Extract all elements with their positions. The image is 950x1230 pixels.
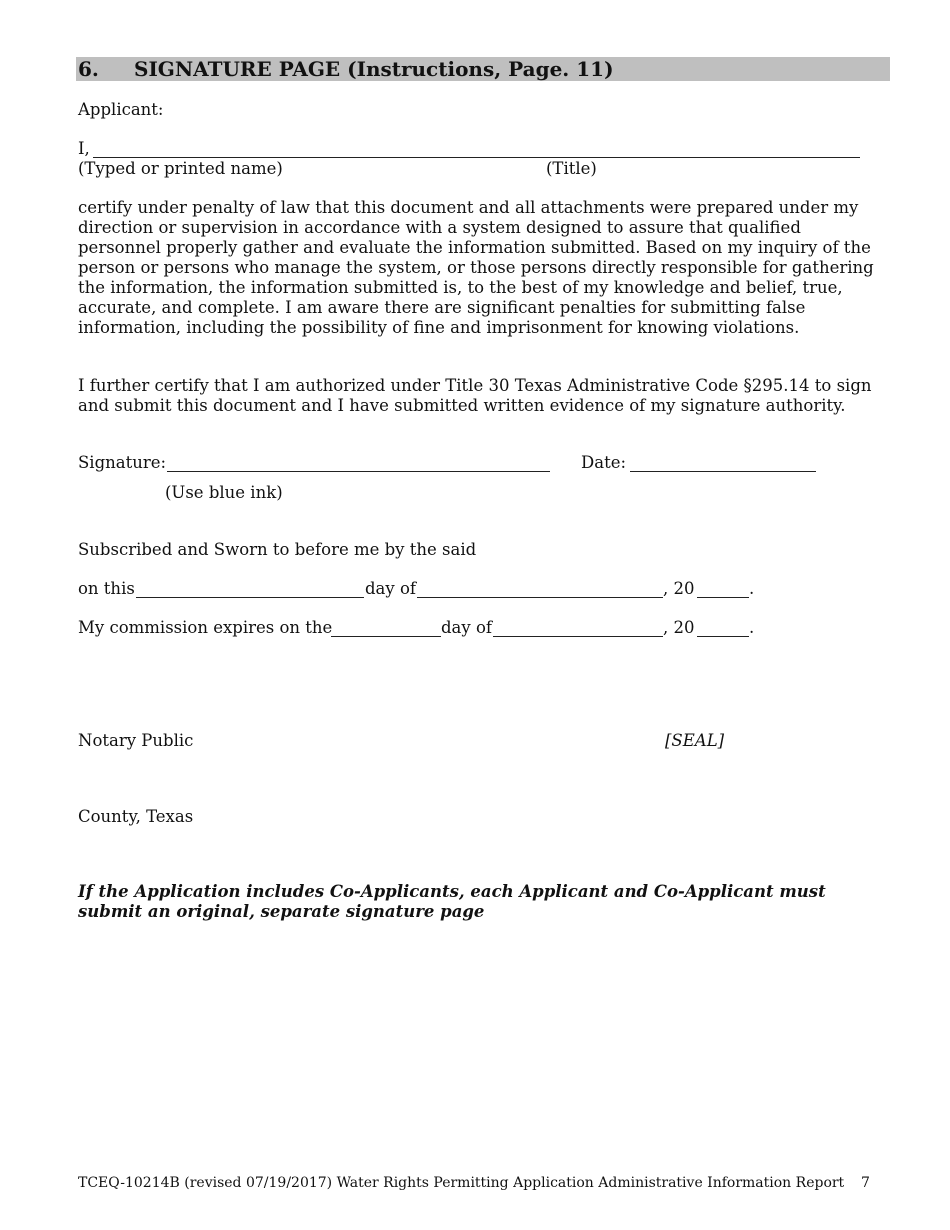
commission-day-of-label: day of [441, 618, 493, 637]
day-of-label: day of [365, 579, 417, 598]
applicant-label: Applicant: [78, 100, 164, 119]
sworn-day-field[interactable] [136, 597, 364, 598]
seal-label: [SEAL] [665, 731, 725, 750]
subscribed-sworn-text: Subscribed and Sworn to before me by the said [78, 540, 477, 559]
name-prefix: I, [78, 139, 90, 158]
footer-form-id: TCEQ-10214B (revised 07/19/2017) Water Rights Permitting Application Administrative Information Report [78, 1175, 845, 1191]
year-prefix: , 20 [663, 579, 695, 598]
section-number: 6. [78, 57, 99, 81]
section-title: SIGNATURE PAGE (Instructions, Page. 11) [134, 57, 614, 81]
commission-year-period: . [749, 618, 755, 637]
certify-paragraph: certify under penalty of law that this document and all attachments were prepared under my direction or supervision in accordance with a system designed to assure that qualified personnel properly gather and evaluate the information submitted. Based on my inquiry of the person or persons who manage the system, or those persons directly responsible for gathering the information, the information submitted is, to the best of my knowledge and belief, true, accurate, and complete. I am aware there are significant penalties for submitting false information, including the possibility of fine and imprisonment for knowing violations. [78, 198, 874, 337]
signature-label: Signature: [78, 453, 167, 472]
commission-day-field[interactable] [331, 636, 441, 637]
signature-field[interactable] [167, 471, 550, 472]
name-caption: (Typed or printed name) [78, 159, 283, 178]
commission-year-field[interactable] [697, 636, 749, 637]
date-field[interactable] [630, 471, 816, 472]
year-period: . [749, 579, 755, 598]
sworn-year-field[interactable] [697, 597, 749, 598]
further-certify-paragraph: I further certify that I am authorized under Title 30 Texas Administrative Code §295.14 to sign and submit this document and I have submitted written evidence of my signature authority. [78, 376, 872, 415]
blue-ink-note: (Use blue ink) [165, 483, 283, 502]
commission-month-field[interactable] [493, 636, 663, 637]
sworn-month-field[interactable] [417, 597, 663, 598]
commission-year-prefix: , 20 [663, 618, 695, 637]
county-texas-label: County, Texas [78, 807, 194, 826]
commission-label: My commission expires on the [78, 618, 333, 637]
notary-public-label: Notary Public [78, 731, 194, 750]
title-caption: (Title) [546, 159, 597, 178]
name-title-field[interactable] [93, 157, 860, 158]
section-header [76, 57, 890, 81]
footer-page-number: 7 [861, 1175, 870, 1191]
co-applicant-note: If the Application includes Co-Applicants, each Applicant and Co-Applicant must submit an original, separate signature page [78, 882, 826, 921]
on-this-label: on this [78, 579, 135, 598]
date-label: Date: [581, 453, 627, 472]
